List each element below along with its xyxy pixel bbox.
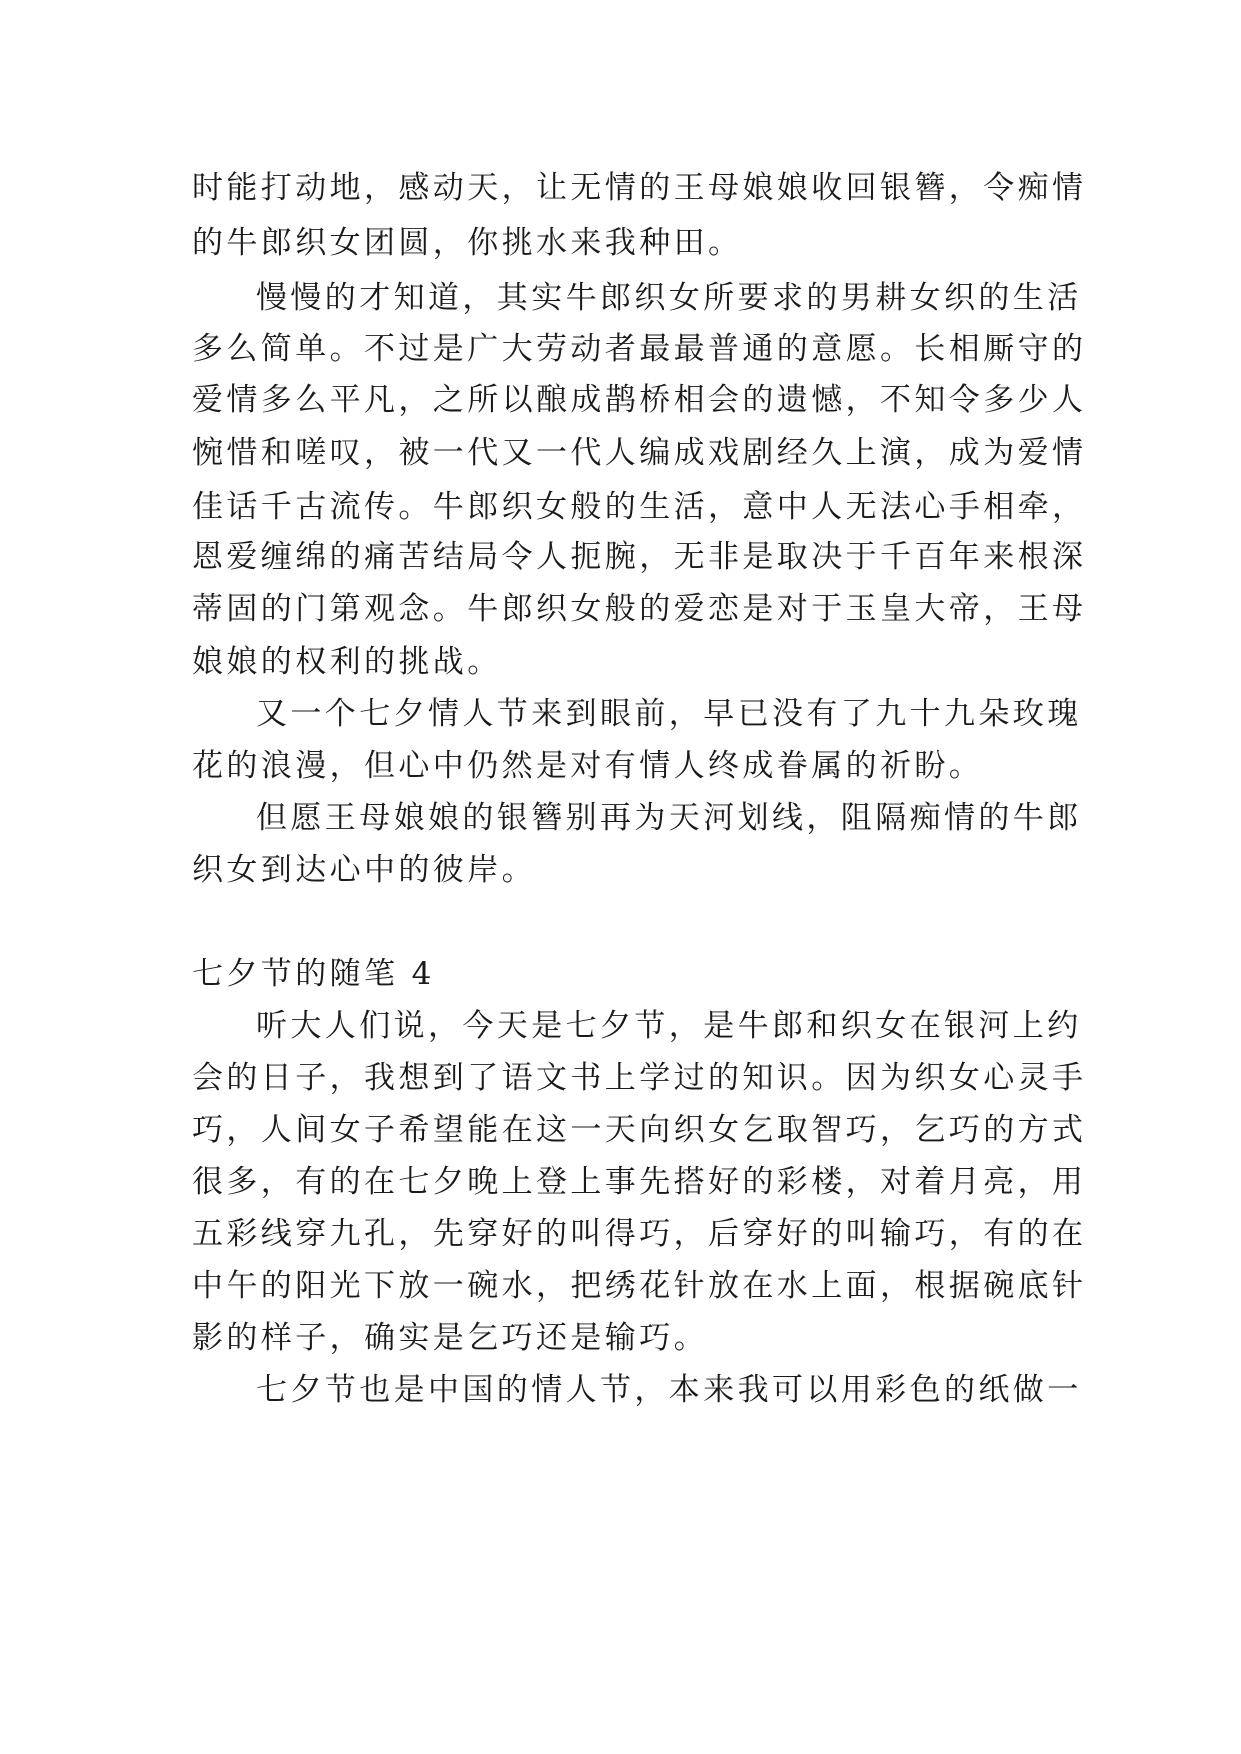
text-line: 织女到达心中的彼岸。 bbox=[192, 852, 536, 888]
text-line: 会的日子，我想到了语文书上学过的知识。因为织女心灵手 bbox=[192, 1060, 1087, 1096]
text-line: 巧，人间女子希望能在这一天向织女乞取智巧，乞巧的方式 bbox=[192, 1112, 1087, 1148]
text-line: 五彩线穿九孔，先穿好的叫得巧，后穿好的叫输巧，有的在 bbox=[192, 1216, 1087, 1252]
paragraph-start-line: 但愿王母娘娘的银簪别再为天河划线，阻隔痴情的牛郎 bbox=[256, 800, 1082, 836]
text-line: 恩爱缠绵的痛苦结局令人扼腕，无非是取决于千百年来根深 bbox=[192, 539, 1087, 575]
text-line: 多么简单。不过是广大劳动者最最普通的意愿。长相厮守的 bbox=[192, 331, 1087, 367]
paragraph-start-line: 七夕节也是中国的情人节，本来我可以用彩色的纸做一 bbox=[256, 1372, 1082, 1408]
section-heading: 七夕节的随笔 4 bbox=[192, 956, 435, 992]
paragraph-start-line: 慢慢的才知道，其实牛郎织女所要求的男耕女织的生活 bbox=[256, 280, 1082, 316]
text-line: 佳话千古流传。牛郎织女般的生活，意中人无法心手相牵， bbox=[192, 489, 1087, 525]
text-line: 爱情多么平凡，之所以酿成鹊桥相会的遗憾，不知令多少人 bbox=[192, 382, 1087, 418]
text-line: 时能打动地，感动天，让无情的王母娘娘收回银簪，令痴情 bbox=[192, 170, 1087, 206]
text-line: 很多，有的在七夕晚上登上事先搭好的彩楼，对着月亮，用 bbox=[192, 1164, 1087, 1200]
text-line: 惋惜和嗟叹，被一代又一代人编成戏剧经久上演，成为爱情 bbox=[192, 435, 1087, 471]
paragraph-start-line: 又一个七夕情人节来到眼前，早已没有了九十九朵玫瑰 bbox=[256, 696, 1082, 732]
text-line: 娘娘的权利的挑战。 bbox=[192, 644, 502, 680]
text-line: 的牛郎织女团圆，你挑水来我种田。 bbox=[192, 225, 743, 261]
text-line: 中午的阳光下放一碗水，把绣花针放在水上面，根据碗底针 bbox=[192, 1268, 1087, 1304]
text-line: 影的样子，确实是乞巧还是输巧。 bbox=[192, 1320, 708, 1356]
text-line: 花的浪漫，但心中仍然是对有情人终成眷属的祈盼。 bbox=[192, 748, 984, 784]
paragraph-start-line: 听大人们说，今天是七夕节，是牛郎和织女在银河上约 bbox=[256, 1008, 1082, 1044]
text-line: 蒂固的门第观念。牛郎织女般的爱恋是对于玉皇大帝，王母 bbox=[192, 591, 1087, 627]
